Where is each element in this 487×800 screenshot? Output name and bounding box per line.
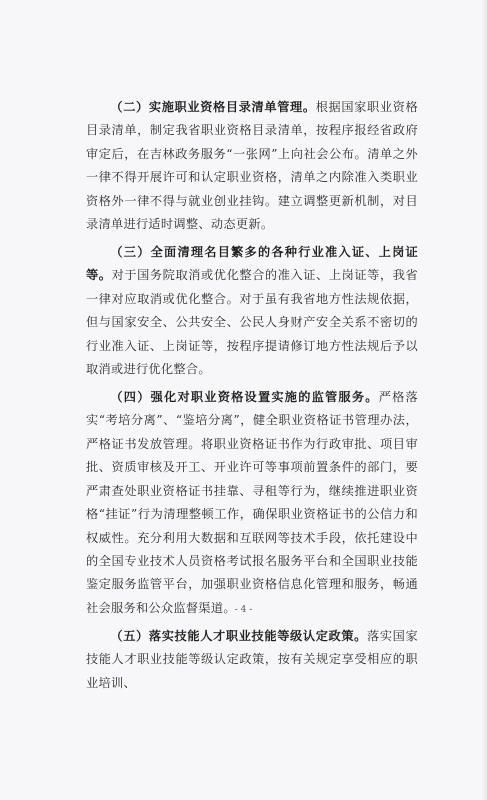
paragraph-2-body: 根据国家职业资格目录清单，制定我省职业资格目录清单，按程序报经省政府审定后，在吉林政务服务“一张网”上向社会公布。清单之外一律不得开展许可和认定职业资格，清单之内除准入类职业资格外一律不得与就业创业挂钩。建立调整更新机制，对目录清单进行适时调整、动态更新。 <box>86 100 418 232</box>
paragraph-2 <box>86 96 418 236</box>
paragraph-4-heading: （四）强化对职业资格设置实施的监管服务。 <box>110 390 379 405</box>
paragraph-4-body: 严格落实“考培分离”、“鉴培分离”，健全职业资格证书管理办法，严格证书发放管理。将职业资格证书作为行政审批、项目审批、资质审核及开工、开业许可等事项前置条件的部门，要严肃查处职业资格证书挂靠、寻租等行为，继续推进职业资格“挂证”行为清理整顿工作，确保职业资格证书的公信力和权威性。充分利用大数据和互联网等技术手段，依托建设中的全国专业技术人员资格考试报名服务平台和全国职业技能鉴定服务监管平台，加强职业资格信息化管理和服务，畅通社会服务和公众监督渠道。 <box>86 390 419 615</box>
page-number: - 4 - <box>234 605 253 615</box>
paragraph-5-body: 落实国家技能人才职业技能等级认定政策，按有关规定享受相应的职业培训、 <box>86 628 418 690</box>
paragraph-5-heading: （五）落实技能人才职业技能等级认定政策。 <box>110 628 368 643</box>
paragraph-3-body: 对于国务院取消或优化整合的准入证、上岗证等，我省一律对应取消或优化整合。对于虽有我省地方性法规依据，但与国家安全、公共安全、公民人身财产安全关系不密切的行业准入证、上岗证等，按程序提请修订地方性法规后予以取消或进行优化整合。 <box>86 268 418 377</box>
paragraph-2-heading: （二）实施职业资格目录清单管理。 <box>110 100 316 114</box>
paragraph-3-heading: （三）全面清理名目繁多的各种行业准入证、上岗证等。 <box>86 245 418 283</box>
page-edge-shadow <box>481 0 487 800</box>
paragraph-4 <box>86 386 418 620</box>
paragraph-3 <box>86 241 418 381</box>
paragraph-5 <box>86 625 418 695</box>
